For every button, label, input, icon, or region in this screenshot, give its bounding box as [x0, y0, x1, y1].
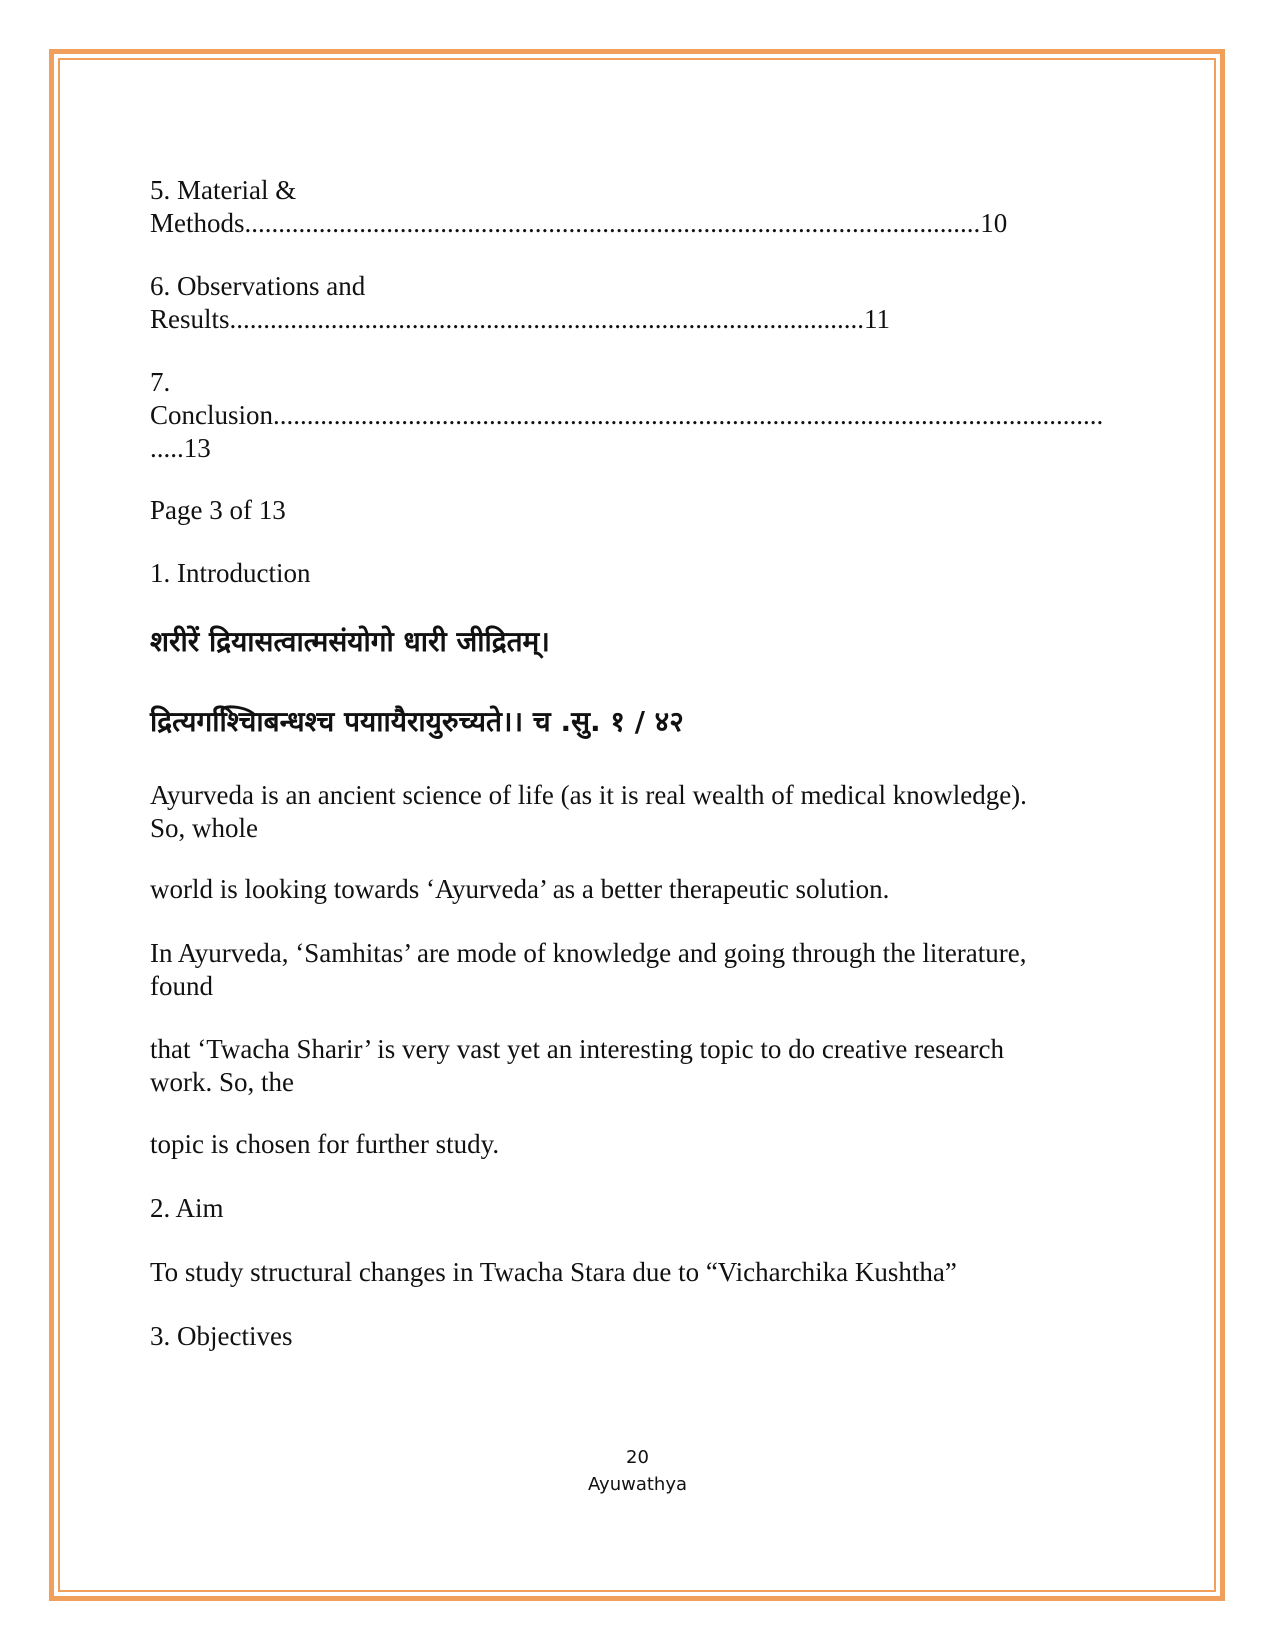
toc-entry-title: 7.	[150, 367, 171, 397]
toc-entry-title: 6. Observations and	[150, 271, 366, 301]
toc-entry-leader: Results..............................................................................................11	[150, 304, 891, 334]
shloka-line-1: शरीरें द्रियासत्वात्मसंयोगो धारी जीद्रितम्।	[150, 625, 550, 658]
para-3-line-1: In Ayurveda, ‘Samhitas’ are mode of knowledge and going through the literature,	[150, 938, 1027, 968]
para-1-line-1: Ayurveda is an ancient science of life (as it is real wealth of medical knowledge).	[150, 780, 1027, 810]
footer-page-number: 20	[626, 1447, 649, 1468]
toc-entry-material-methods	[150, 174, 1007, 240]
toc-entry-observations	[150, 270, 890, 336]
para-4-line-1: that ‘Twacha Sharir’ is very vast yet an interesting topic to do creative research	[150, 1034, 1005, 1064]
para-3-line-2: found	[150, 971, 213, 1001]
page-marker: Page 3 of 13	[150, 495, 286, 525]
para-2: world is looking towards ‘Ayurveda’ as a better therapeutic solution.	[150, 874, 890, 904]
toc-entry-title: 5. Material &	[150, 175, 297, 205]
aim-heading: 2. Aim	[150, 1193, 224, 1223]
shloka-line-2: द्रित्यगश्चाििबन्धश्च पयाायैरायुरुच्यते।। च .सु. १ / ४२	[150, 705, 684, 738]
toc-entry-leader: Conclusion...........................................................................................................................	[150, 400, 1104, 430]
footer-journal-name: Ayuwathya	[587, 1474, 688, 1495]
toc-entry-page: .....13	[150, 433, 211, 463]
aim-text: To study structural changes in Twacha Stara due to “Vicharchika Kushtha”	[150, 1257, 957, 1287]
para-1	[150, 779, 1027, 845]
objectives-heading: 3. Objectives	[150, 1321, 293, 1351]
para-3	[150, 937, 1027, 1003]
para-4-line-2: work. So, the	[150, 1067, 294, 1097]
toc-entry-conclusion	[150, 366, 1103, 465]
para-5: topic is chosen for further study.	[150, 1129, 500, 1159]
para-4	[150, 1033, 1004, 1099]
para-1-line-2: So, whole	[150, 813, 258, 843]
toc-entry-leader: Methods.............................................................................................................10	[150, 208, 1008, 238]
intro-heading: 1. Introduction	[150, 558, 311, 588]
